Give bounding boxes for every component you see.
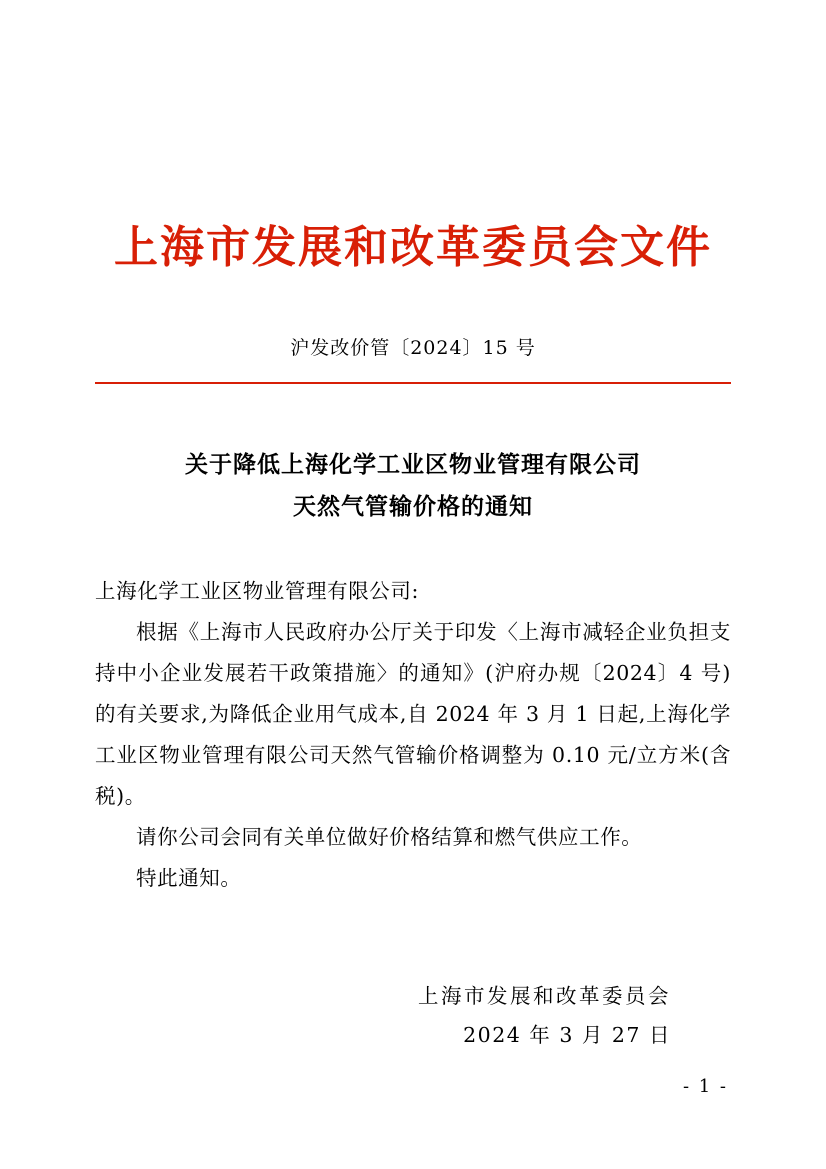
page-title [95,444,731,529]
document-body [95,571,731,899]
signature-issuer: 上海市发展和改革委员会 [418,983,671,1008]
page-title-line-1: 关于降低上海化学工业区物业管理有限公司 [185,451,641,478]
page-number-footer: - 1 - [682,1076,728,1097]
signature-date: 2024 年 3 月 27 日 [463,1022,671,1047]
salutation: 上海化学工业区物业管理有限公司: [95,578,420,603]
page-title-line-2: 天然气管输价格的通知 [293,494,533,521]
document-number: 沪发改价管〔2024〕15 号 [290,336,536,359]
red-divider-rule [95,382,731,384]
body-paragraph-1: 根据《上海市人民政府办公厅关于印发〈上海市减轻企业负担支持中小企业发展若干政策措施〉的通知》(沪府办规〔2024〕4 号)的有关要求,为降低企业用气成本,自 2024 年 3 月 1 日起,上海化学工业区物业管理有限公司天然气管输价格调整为 0.10 元/立方米(含税)。 [95,619,731,808]
masthead-title: 上海市发展和改革委员会文件 [114,222,712,273]
signature-block [95,977,731,1055]
body-paragraph-2: 请你公司会同有关单位做好价格结算和燃气供应工作。 [136,824,643,849]
body-paragraph-3: 特此通知。 [136,865,242,890]
